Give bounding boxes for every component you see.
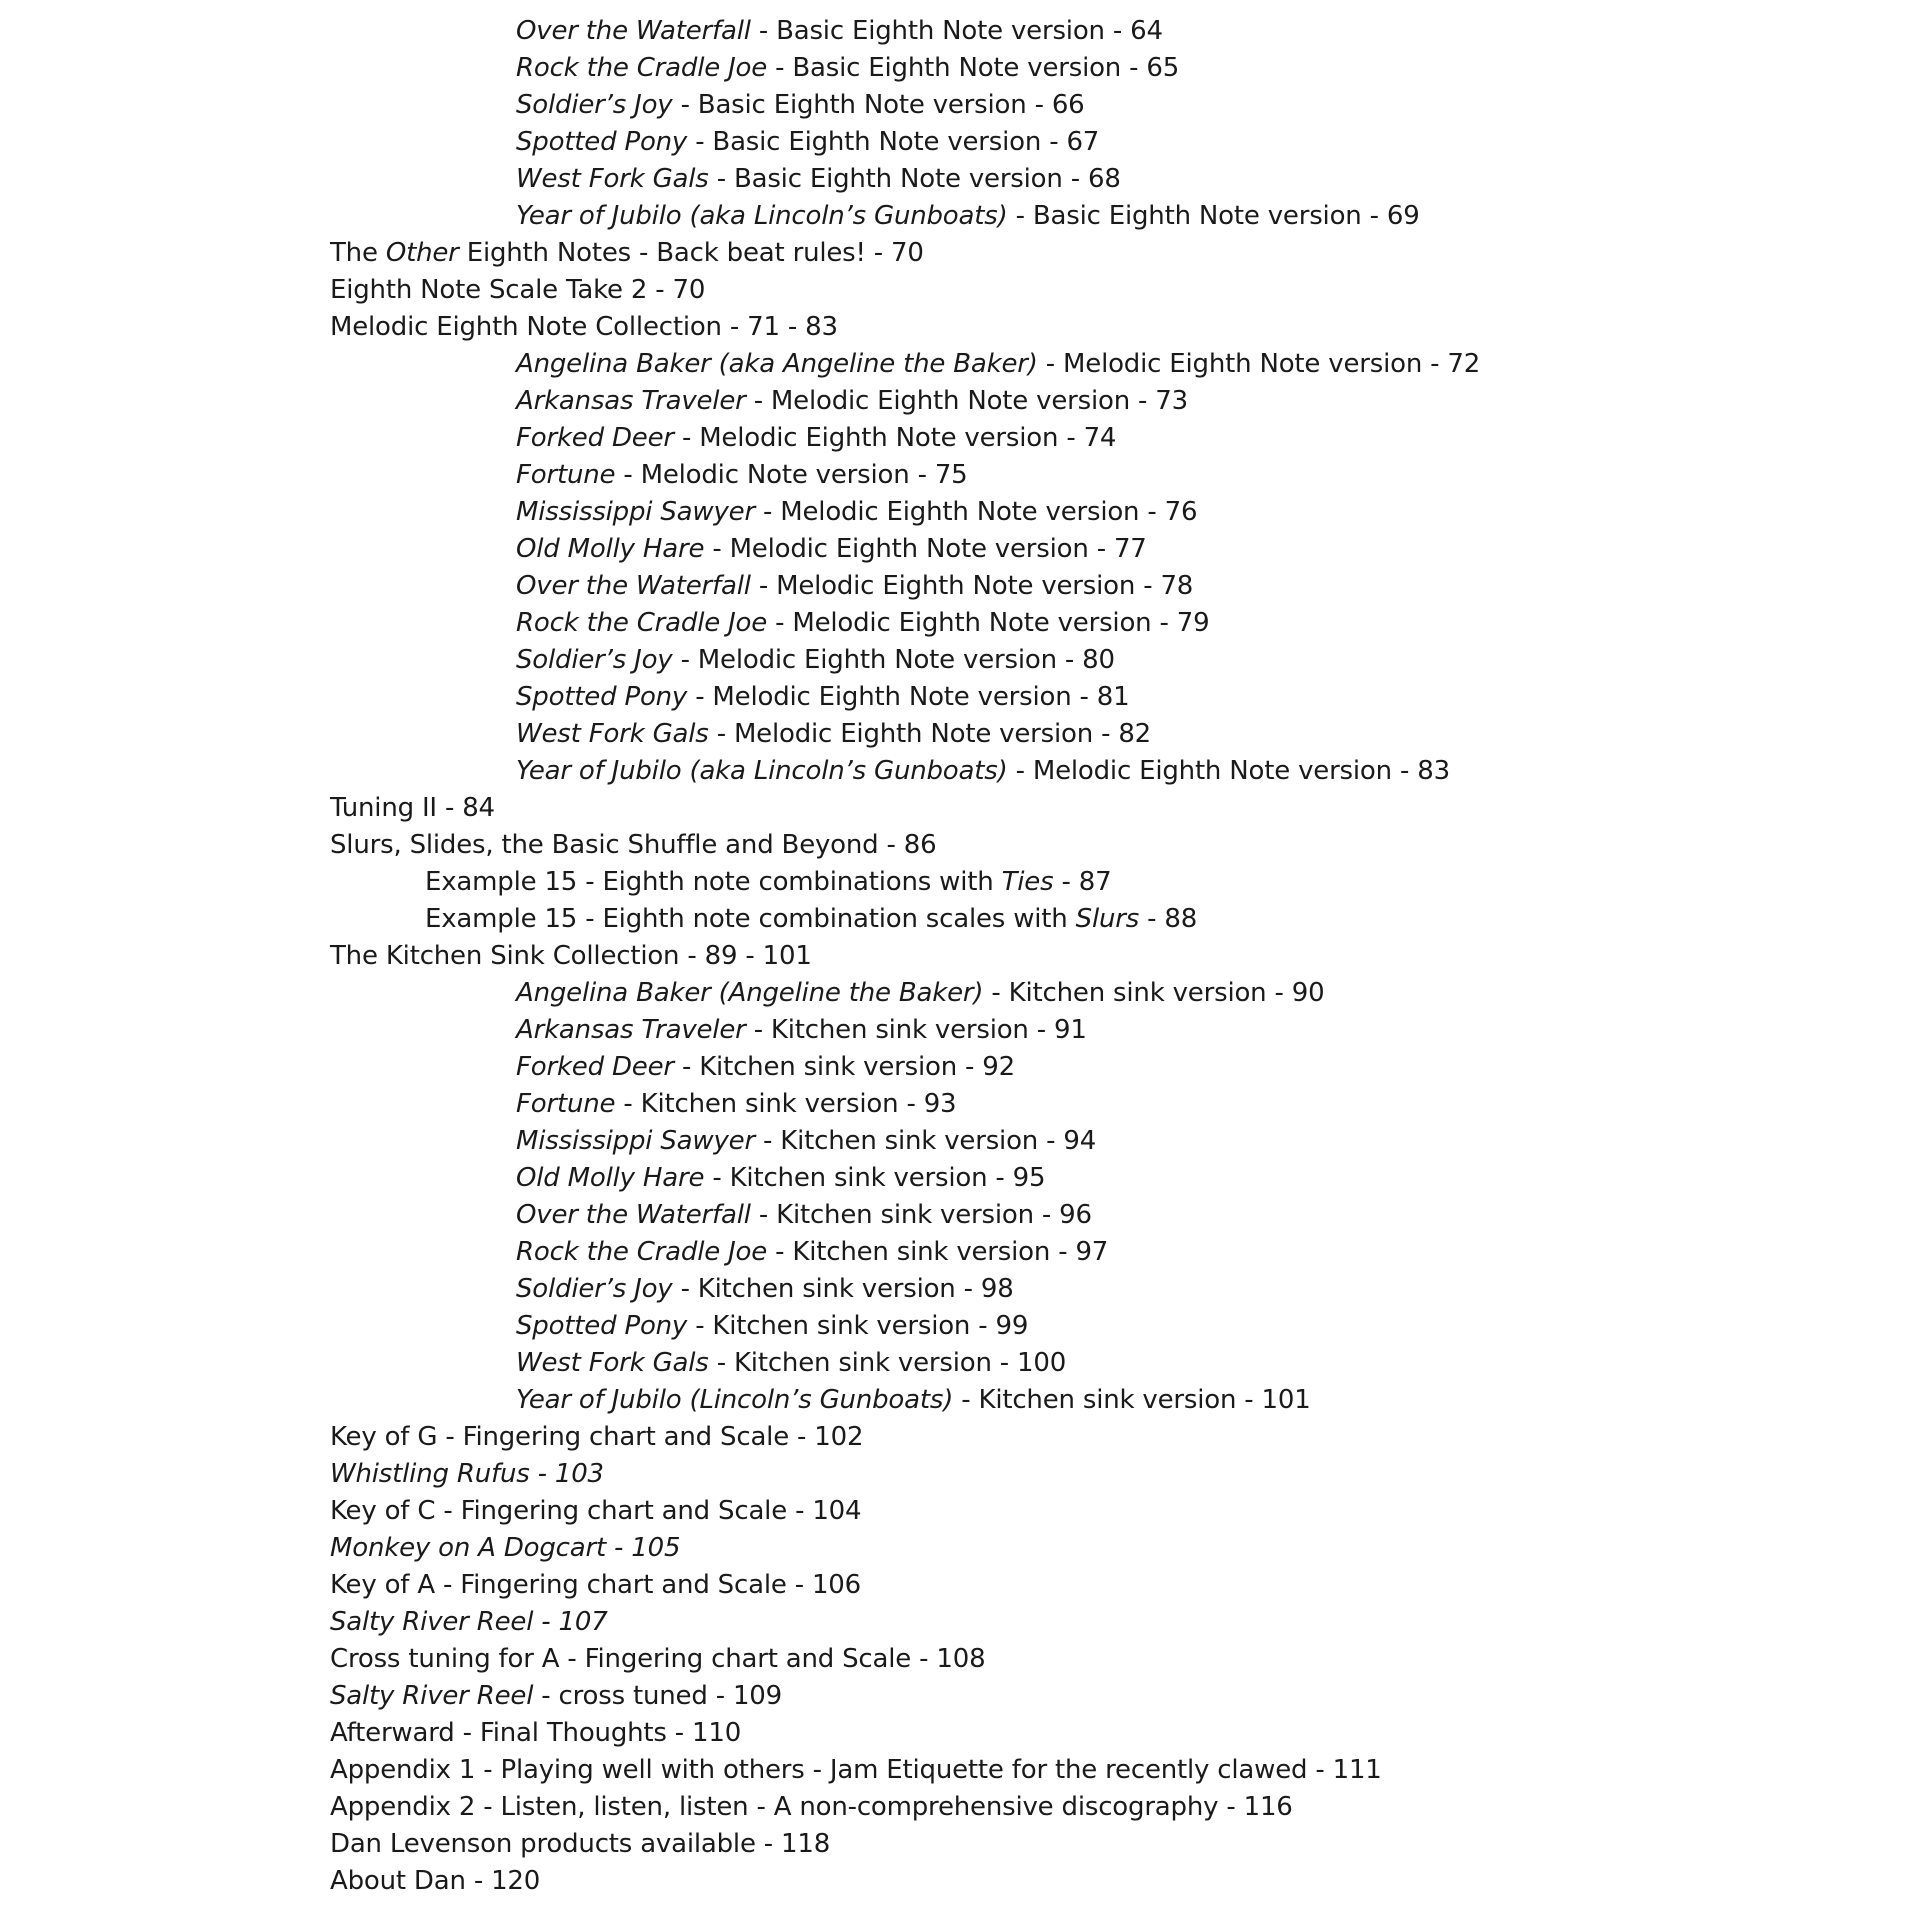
toc-text-segment: - Basic Eighth Note version - 68	[708, 164, 1121, 194]
toc-title-segment: Salty River Reel	[330, 1681, 534, 1711]
toc-line	[0, 1271, 1920, 1308]
toc-line	[0, 827, 1920, 864]
toc-text-segment: - Melodic Eighth Note version - 82	[708, 719, 1152, 749]
toc-text-segment: - Kitchen sink version - 93	[615, 1089, 957, 1119]
toc-text-segment: Example 15 - Eighth note combination scales with	[425, 904, 1076, 934]
toc-text-segment: - Kitchen sink version - 98	[672, 1274, 1014, 1304]
toc-text-segment: Example 15 - Eighth note combinations with	[425, 867, 1002, 897]
toc-line	[0, 605, 1920, 642]
toc-text-segment: - Melodic Eighth Note version - 74	[673, 423, 1117, 453]
toc-line	[0, 1419, 1920, 1456]
toc-title-segment: Spotted Pony	[516, 127, 688, 157]
toc-text-segment: Key of A - Fingering chart and Scale - 106	[330, 1570, 861, 1600]
toc-title-segment: Old Molly Hare	[516, 1163, 705, 1193]
toc-text-segment: - Kitchen sink version - 101	[953, 1385, 1311, 1415]
toc-line	[0, 309, 1920, 346]
toc-title-segment: Angelina Baker (Angeline the Baker)	[516, 978, 984, 1008]
toc-title-segment: Ties	[1001, 867, 1054, 897]
toc-text-segment: - Kitchen sink version - 97	[767, 1237, 1109, 1267]
toc-text-segment: - Basic Eighth Note version - 66	[672, 90, 1085, 120]
toc-text-segment: Melodic Eighth Note Collection - 71 - 83	[330, 312, 838, 342]
toc-text-segment: - Basic Eighth Note version - 67	[687, 127, 1100, 157]
toc-text-segment: - Kitchen sink version - 94	[754, 1126, 1097, 1156]
toc-line	[0, 50, 1920, 87]
toc-line	[0, 1308, 1920, 1345]
toc-title-segment: Forked Deer	[516, 423, 674, 453]
toc-title-segment: Arkansas Traveler	[516, 1015, 746, 1045]
toc-line	[0, 494, 1920, 531]
toc-title-segment: Over the Waterfall	[516, 571, 751, 601]
toc-text-segment: Slurs, Slides, the Basic Shuffle and Beyond - 86	[330, 830, 937, 860]
toc-title-segment: Rock the Cradle Joe	[516, 1237, 768, 1267]
toc-text-segment: Appendix 2 - Listen, listen, listen - A non-comprehensive discography - 116	[330, 1792, 1293, 1822]
toc-text-segment: - 87	[1053, 867, 1112, 897]
toc-title-segment: Over the Waterfall	[516, 1200, 751, 1230]
toc-title-segment: Mississippi Sawyer	[516, 497, 755, 527]
toc-title-segment: Soldier’s Joy	[516, 645, 673, 675]
toc-line	[0, 938, 1920, 975]
toc-title-segment: Soldier’s Joy	[516, 90, 673, 120]
toc-line	[0, 1382, 1920, 1419]
toc-text-segment: - Melodic Eighth Note version - 80	[672, 645, 1115, 675]
toc-text-segment: Tuning II - 84	[330, 793, 495, 823]
toc-text-segment: - Kitchen sink version - 90	[983, 978, 1325, 1008]
toc-line	[0, 642, 1920, 679]
toc-line	[0, 1604, 1920, 1641]
toc-title-segment: Monkey on A Dogcart - 105	[330, 1533, 681, 1563]
toc-text-segment: - Kitchen sink version - 99	[687, 1311, 1029, 1341]
toc-title-segment: Soldier’s Joy	[516, 1274, 673, 1304]
toc-title-segment: Other	[385, 238, 459, 268]
toc-text-segment: - Melodic Eighth Note version - 76	[754, 497, 1198, 527]
toc-title-segment: Fortune	[516, 1089, 616, 1119]
toc-line	[0, 1826, 1920, 1863]
toc-text-segment: - Melodic Eighth Note version - 83	[1007, 756, 1450, 786]
toc-title-segment: Year of Jubilo (aka Lincoln’s Gunboats)	[516, 201, 1008, 231]
toc-line	[0, 346, 1920, 383]
toc-line	[0, 1197, 1920, 1234]
toc-line	[0, 1493, 1920, 1530]
toc-line	[0, 161, 1920, 198]
toc-title-segment: Fortune	[516, 460, 616, 490]
toc-text-segment: - Kitchen sink version - 100	[708, 1348, 1067, 1378]
toc-text-segment: - Melodic Note version - 75	[615, 460, 968, 490]
toc-title-segment: Arkansas Traveler	[516, 386, 746, 416]
toc-line	[0, 1789, 1920, 1826]
toc-text-segment: - Kitchen sink version - 96	[750, 1200, 1092, 1230]
toc-title-segment: Spotted Pony	[516, 1311, 688, 1341]
toc-text-segment: - Kitchen sink version - 92	[673, 1052, 1015, 1082]
toc-text-segment: - Melodic Eighth Note version - 73	[745, 386, 1188, 416]
toc-text-segment: - Basic Eighth Note version - 65	[767, 53, 1180, 83]
toc-line	[0, 1567, 1920, 1604]
toc-title-segment: West Fork Gals	[516, 1348, 709, 1378]
toc-title-segment: Mississippi Sawyer	[516, 1126, 755, 1156]
toc-text-segment: - cross tuned - 109	[533, 1681, 782, 1711]
toc-line	[0, 124, 1920, 161]
toc-line	[0, 901, 1920, 938]
toc-text-segment: - 88	[1139, 904, 1198, 934]
toc-text-segment: - Melodic Eighth Note version - 72	[1037, 349, 1481, 379]
toc-line	[0, 1086, 1920, 1123]
toc-line	[0, 864, 1920, 901]
toc-title-segment: Forked Deer	[516, 1052, 674, 1082]
toc-title-segment: West Fork Gals	[516, 164, 709, 194]
toc-text-segment: About Dan - 120	[330, 1866, 541, 1896]
toc-text-segment: Eighth Note Scale Take 2 - 70	[330, 275, 706, 305]
toc-title-segment: Year of Jubilo (Lincoln’s Gunboats)	[516, 1385, 954, 1415]
toc-title-segment: Old Molly Hare	[516, 534, 705, 564]
toc-text-segment: Afterward - Final Thoughts - 110	[330, 1718, 742, 1748]
toc-line	[0, 531, 1920, 568]
toc-line	[0, 975, 1920, 1012]
toc-line	[0, 1012, 1920, 1049]
toc-text-segment: Dan Levenson products available - 118	[330, 1829, 831, 1859]
toc-title-segment: Slurs	[1075, 904, 1140, 934]
toc-line	[0, 1863, 1920, 1900]
toc-line	[0, 1752, 1920, 1789]
toc-title-segment: Rock the Cradle Joe	[516, 53, 768, 83]
toc-text-segment: Eighth Notes - Back beat rules! - 70	[458, 238, 924, 268]
toc-line	[0, 1160, 1920, 1197]
toc-line	[0, 235, 1920, 272]
toc-line	[0, 716, 1920, 753]
toc-line	[0, 272, 1920, 309]
toc-line	[0, 1234, 1920, 1271]
toc-title-segment: Rock the Cradle Joe	[516, 608, 768, 638]
toc-text-segment: - Basic Eighth Note version - 69	[1007, 201, 1420, 231]
toc-line	[0, 13, 1920, 50]
toc-text-segment: - Basic Eighth Note version - 64	[750, 16, 1163, 46]
toc-line	[0, 1345, 1920, 1382]
toc-title-segment: Angelina Baker (aka Angeline the Baker)	[516, 349, 1038, 379]
toc-text-segment: Appendix 1 - Playing well with others - Jam Etiquette for the recently clawed - 111	[330, 1755, 1382, 1785]
toc-line	[0, 383, 1920, 420]
toc-title-segment: Whistling Rufus - 103	[330, 1459, 604, 1489]
toc-text-segment: - Melodic Eighth Note version - 81	[687, 682, 1130, 712]
toc-line	[0, 753, 1920, 790]
toc-text-segment: - Kitchen sink version - 91	[745, 1015, 1087, 1045]
toc-title-segment: West Fork Gals	[516, 719, 709, 749]
toc-line	[0, 1456, 1920, 1493]
toc-line	[0, 87, 1920, 124]
toc-text-segment: - Kitchen sink version - 95	[704, 1163, 1046, 1193]
toc-text-segment: - Melodic Eighth Note version - 78	[750, 571, 1194, 601]
toc-text-segment: The Kitchen Sink Collection - 89 - 101	[330, 941, 812, 971]
toc-title-segment: Salty River Reel - 107	[330, 1607, 608, 1637]
toc-line	[0, 1530, 1920, 1567]
toc-line	[0, 457, 1920, 494]
toc-title-segment: Year of Jubilo (aka Lincoln’s Gunboats)	[516, 756, 1008, 786]
toc-line	[0, 1049, 1920, 1086]
toc-title-segment: Over the Waterfall	[516, 16, 751, 46]
toc-text-segment: The	[330, 238, 386, 268]
toc-line	[0, 1641, 1920, 1678]
toc-line	[0, 198, 1920, 235]
toc-text-segment: Cross tuning for A - Fingering chart and Scale - 108	[330, 1644, 986, 1674]
toc-line	[0, 1715, 1920, 1752]
toc-line	[0, 1123, 1920, 1160]
toc-text-segment: Key of G - Fingering chart and Scale - 102	[330, 1422, 864, 1452]
toc-text-segment: - Melodic Eighth Note version - 79	[767, 608, 1210, 638]
toc-line	[0, 568, 1920, 605]
toc-line	[0, 679, 1920, 716]
toc-text-segment: Key of C - Fingering chart and Scale - 104	[330, 1496, 862, 1526]
toc-text-segment: - Melodic Eighth Note version - 77	[704, 534, 1147, 564]
toc-line	[0, 790, 1920, 827]
toc-line	[0, 1678, 1920, 1715]
toc-title-segment: Spotted Pony	[516, 682, 688, 712]
toc-line	[0, 420, 1920, 457]
